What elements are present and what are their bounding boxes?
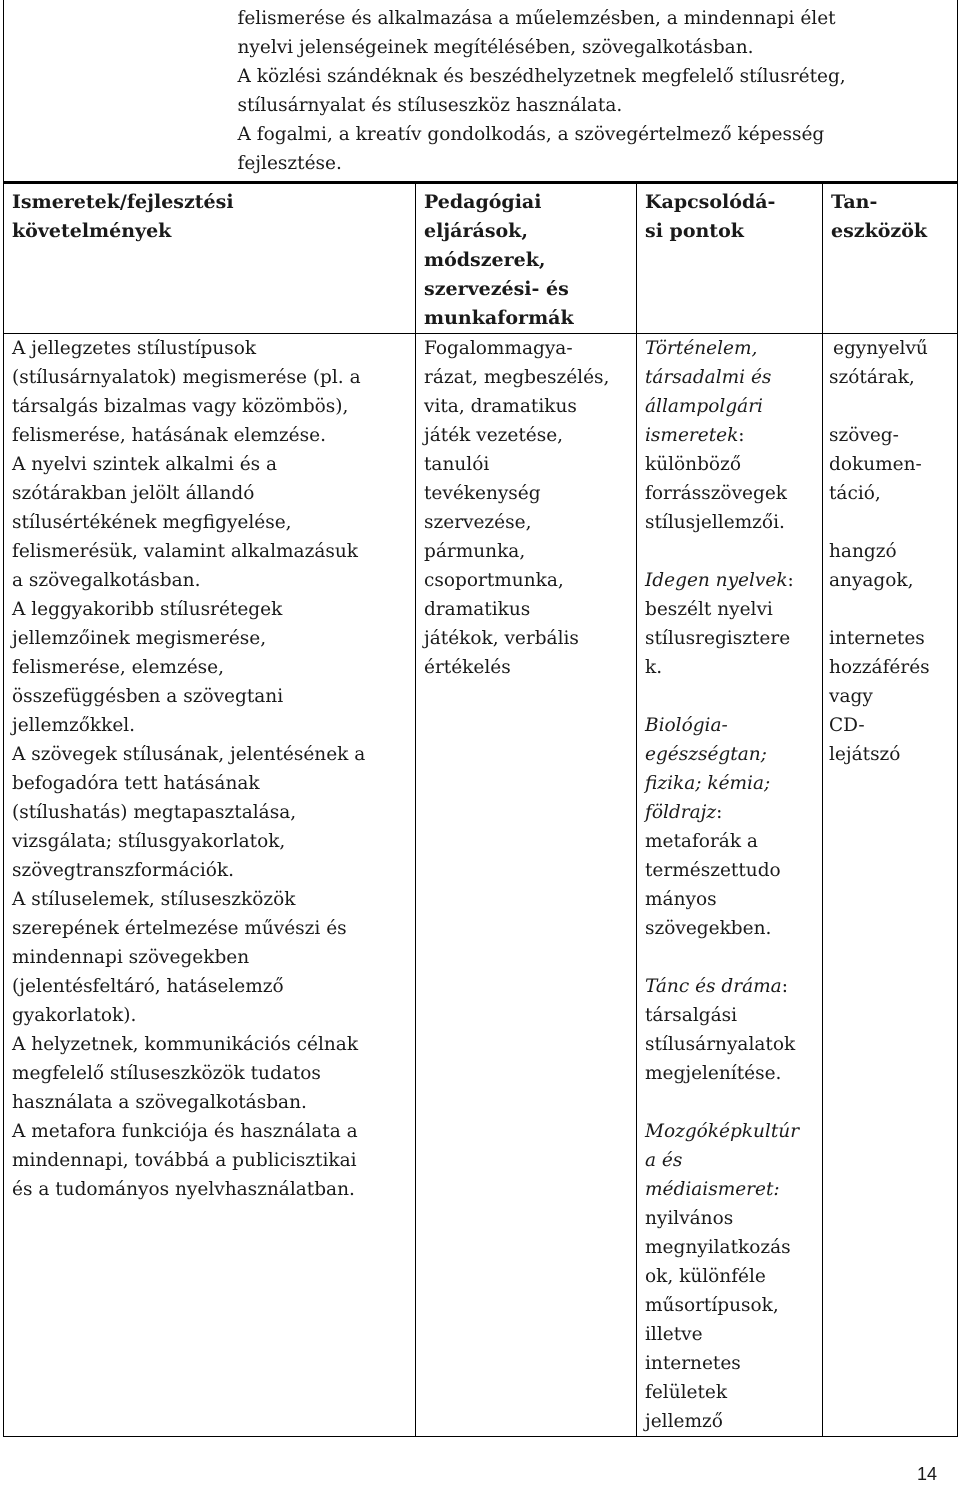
subject-line — [645, 334, 814, 363]
tool-line: internetes — [829, 628, 925, 649]
knowledge-line: stílusértékének megfigyelése, — [12, 512, 292, 533]
knowledge-line: A helyzetnek, kommunikációs célnak — [12, 1034, 359, 1055]
tools-text — [829, 334, 949, 769]
connection-line: stílusjellemzői. — [645, 512, 785, 533]
tool-line: szöveg- — [829, 425, 899, 446]
subject-line — [645, 1117, 814, 1146]
subject-suffix: : — [781, 976, 788, 997]
goal-line: stílusárnyalat és stíluseszköz használata. — [237, 95, 623, 116]
subject-suffix: : — [716, 802, 723, 823]
connections-text — [645, 334, 814, 1436]
knowledge-line: A szövegek stílusának, jelentésének a — [12, 744, 366, 765]
subject-name: állampolgári — [645, 396, 763, 417]
methods-line: értékelés — [424, 657, 511, 678]
connection-line: stílusregisztere — [645, 628, 791, 649]
methods-line: tevékenység — [424, 483, 541, 504]
connection-line: jellemző — [645, 1411, 723, 1432]
knowledge-line: befogadóra tett hatásának — [12, 773, 260, 794]
goals-row — [4, 0, 958, 183]
header-col-methods — [416, 183, 637, 334]
block-gap — [645, 682, 814, 711]
subject-name: egészségtan; — [645, 744, 767, 765]
subject-line — [645, 769, 814, 798]
header-line: eljárások, — [424, 220, 528, 242]
goals-text — [238, 4, 952, 178]
connection-line: mányos — [645, 889, 717, 910]
goal-line: A fogalmi, a kreatív gondolkodás, a szövegértelmező képesség — [237, 124, 825, 145]
header-tools-label — [831, 188, 949, 246]
goals-cell — [237, 0, 958, 183]
connection-line: különböző — [645, 454, 741, 475]
connection-line: beszélt nyelvi — [645, 599, 773, 620]
connection-line: illetve — [645, 1324, 703, 1345]
goal-line: A közlési szándéknak és beszédhelyzetnek megfelelő stílusréteg, — [237, 66, 846, 87]
goal-line: fejlesztése. — [237, 153, 342, 174]
connection-line: internetes — [645, 1353, 741, 1374]
connection-line: felületek — [645, 1382, 728, 1403]
subject-line — [645, 1175, 814, 1204]
header-line: Kapcsolódá- — [645, 191, 776, 213]
subject-line — [645, 392, 814, 421]
knowledge-line: összefüggésben a szövegtani — [12, 686, 284, 707]
methods-line: szervezése, — [424, 512, 532, 533]
knowledge-line: vizsgálata; stílusgyakorlatok, — [12, 831, 286, 852]
knowledge-line: mindennapi, továbbá a publicisztikai — [12, 1150, 357, 1171]
knowledge-line: megfelelő stíluseszközök tudatos — [12, 1063, 321, 1084]
subject-line — [645, 740, 814, 769]
tool-line: dokumen- — [829, 454, 922, 475]
knowledge-line: (stílusárnyalatok) megismerése (pl. a — [12, 367, 361, 388]
methods-line: rázat, megbeszélés, — [424, 367, 610, 388]
knowledge-line: szerepének értelmezése művészi és — [12, 918, 347, 939]
group-gap — [829, 508, 949, 537]
subject-line — [645, 711, 814, 740]
methods-line: csoportmunka, — [424, 570, 564, 591]
header-col-knowledge — [4, 183, 416, 334]
knowledge-line: társalgás bizalmas vagy közömbös), — [12, 396, 349, 417]
connection-line: társalgási — [645, 1005, 738, 1026]
group-gap — [829, 392, 949, 421]
content-row — [4, 334, 958, 1437]
knowledge-line: A stíluselemek, stíluseszközök — [12, 889, 296, 910]
subject-name: Biológia- — [645, 715, 728, 736]
subject-name: Idegen nyelvek — [645, 570, 788, 591]
subject-name: fizika; kémia; — [645, 773, 771, 794]
goal-line: felismerése és alkalmazása a műelemzésben, a mindennapi élet — [237, 8, 836, 29]
header-knowledge-label — [12, 188, 407, 246]
knowledge-text — [12, 334, 407, 1204]
header-line: munkaformák — [424, 307, 574, 329]
methods-line: dramatikus — [424, 599, 531, 620]
methods-line: tanulói — [424, 454, 490, 475]
tool-line: táció, — [829, 483, 881, 504]
subject-line — [645, 566, 814, 595]
group-gap — [829, 595, 949, 624]
knowledge-line: jellemzőinek megismerése, — [12, 628, 267, 649]
knowledge-line: jellemzőkkel. — [12, 715, 136, 736]
tools-cell — [823, 334, 958, 1437]
connections-cell — [637, 334, 823, 1437]
block-gap — [645, 537, 814, 566]
tool-line: anyagok, — [829, 570, 914, 591]
knowledge-line: A metafora funkciója és használata a — [12, 1121, 358, 1142]
knowledge-line: A leggyakoribb stílusrétegek — [12, 599, 283, 620]
connection-line: műsortípusok, — [645, 1295, 779, 1316]
connection-line: szövegekben. — [645, 918, 772, 939]
subject-name: földrajz — [645, 802, 717, 823]
subject-name: médiaismeret: — [645, 1179, 780, 1200]
knowledge-line: (stílushatás) megtapasztalása, — [12, 802, 297, 823]
subject-suffix: : — [738, 425, 745, 446]
knowledge-line: felismerése, elemzése, — [12, 657, 224, 678]
knowledge-line: a szövegalkotásban. — [12, 570, 201, 591]
tool-line: vagy — [829, 686, 873, 707]
connection-line: megjelenítése. — [645, 1063, 782, 1084]
knowledge-line: A jellegzetes stílustípusok — [12, 338, 257, 359]
tool-line: szótárak, — [829, 367, 915, 388]
header-line: módszerek, — [424, 249, 546, 271]
connection-line: metaforák a — [645, 831, 758, 852]
header-line: eszközök — [831, 220, 928, 242]
methods-cell — [416, 334, 637, 1437]
connection-line: megnyilatkozás — [645, 1237, 791, 1258]
knowledge-line: és a tudományos nyelvhasználatban. — [12, 1179, 355, 1200]
knowledge-line: szótárakban jelölt állandó — [12, 483, 255, 504]
methods-line: Fogalommagya- — [424, 338, 573, 359]
header-line: Tan- — [831, 191, 878, 213]
header-line: Ismeretek/fejlesztési — [12, 191, 234, 213]
methods-line: pármunka, — [424, 541, 526, 562]
knowledge-line: használata a szövegalkotásban. — [12, 1092, 307, 1113]
header-line: szervezési- és — [424, 278, 569, 300]
subject-name: társadalmi és — [645, 367, 772, 388]
header-connections-label — [645, 188, 814, 246]
knowledge-line: A nyelvi szintek alkalmi és a — [12, 454, 278, 475]
tool-line: hozzáférés — [829, 657, 930, 678]
methods-text — [424, 334, 628, 682]
knowledge-line: mindennapi szövegekben — [12, 947, 250, 968]
tool-line: hangzó — [829, 541, 897, 562]
connection-line: ok, különféle — [645, 1266, 766, 1287]
subject-suffix: : — [787, 570, 794, 591]
block-gap — [645, 1088, 814, 1117]
tool-line: egynyelvű — [833, 338, 928, 359]
subject-line — [645, 363, 814, 392]
subject-line — [645, 1146, 814, 1175]
subject-name: ismeretek — [645, 425, 739, 446]
connection-line: nyilvános — [645, 1208, 734, 1229]
header-col-tools — [823, 183, 958, 334]
subject-name: Tánc és dráma — [645, 976, 782, 997]
methods-line: vita, dramatikus — [424, 396, 577, 417]
header-line: si pontok — [645, 220, 744, 242]
subject-name: a és — [645, 1150, 683, 1171]
subject-line — [645, 972, 814, 1001]
page-number: 14 — [917, 1464, 938, 1484]
connection-line: stílusárnyalatok — [645, 1034, 796, 1055]
curriculum-table — [3, 0, 958, 1437]
block-gap — [645, 943, 814, 972]
header-row — [4, 183, 958, 334]
header-col-connections — [637, 183, 823, 334]
subject-line — [645, 798, 814, 827]
tool-line: lejátszó — [829, 744, 901, 765]
knowledge-line: szövegtranszformációk. — [12, 860, 234, 881]
header-line: Pedagógiai — [424, 191, 542, 213]
header-line: követelmények — [12, 220, 172, 242]
knowledge-line: (jelentésfeltáró, hatáselemző — [12, 976, 284, 997]
knowledge-line: gyakorlatok). — [12, 1005, 137, 1026]
methods-line: játék vezetése, — [424, 425, 564, 446]
tool-line: CD- — [829, 715, 865, 736]
connection-line: természettudo — [645, 860, 781, 881]
knowledge-line: felismerésük, valamint alkalmazásuk — [12, 541, 358, 562]
subject-name: Mozgóképkultúr — [645, 1121, 800, 1142]
knowledge-line: felismerése, hatásának elemzése. — [12, 425, 326, 446]
methods-line: játékok, verbális — [424, 628, 579, 649]
goal-line: nyelvi jelenségeinek megítélésében, szövegalkotásban. — [237, 37, 754, 58]
header-methods-label — [424, 188, 628, 333]
knowledge-cell — [4, 334, 416, 1437]
subject-line — [645, 421, 814, 450]
connection-line: k. — [645, 657, 663, 678]
subject-name: Történelem, — [645, 338, 758, 359]
connection-line: forrásszövegek — [645, 483, 787, 504]
